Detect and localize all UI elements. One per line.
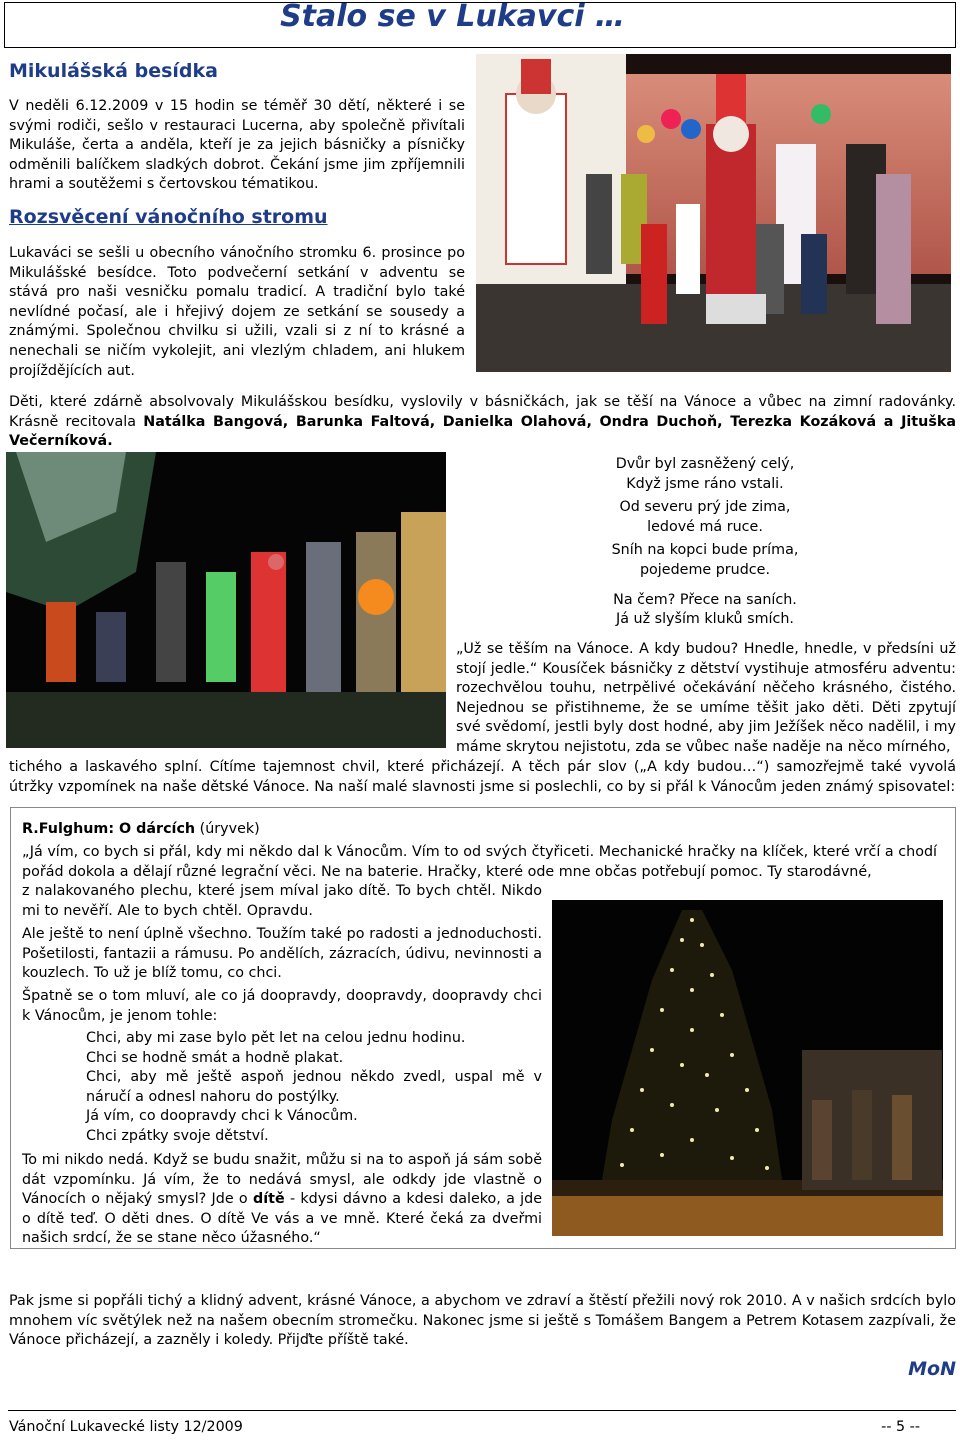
quote-author: R.Fulghum: O dárcích [22, 821, 196, 837]
page-header [4, 2, 956, 48]
advent-text-right: „Už se těším na Vánoce. A kdy budou? Hnedle, hnedle, v předsíni už stojí jedle.“ Kousíček básničky z dětství vystihuje atmosféru adventu: rozechvělou touhu, netrpělivé očekávání něčeho krásného, čistého. Nejednou se přistihneme, že se umíme těšit jako děti. Děti zpytují své svědomí, jestli byly dost hodné, aby jim Ježíšek něco nadělil, i my máme skrytou nejistotu, zda se vůbec naše naděje na něco mírného, [456, 641, 956, 755]
quote-paragraph-3: Špatně se o tom mluví, ale co já doopravdy, doopravdy, doopravdy chci k Vánocům, je jenom tohle: [22, 988, 542, 1024]
recitation-intro: Děti, které zdárně absolvovaly Mikulášskou besídku, vyslovily v básničkách, jak se těší na Vánoce a vůbec na zimní radovánky. Krásně recitovala [9, 394, 956, 430]
quote-suffix: (úryvek) [195, 821, 260, 837]
poem [590, 455, 820, 630]
footer-divider [8, 1410, 956, 1411]
quote-paragraph-1b: z nalakovaného plechu, které jsem míval jako dítě. To bych chtěl. Nikdo mi to nevěří. Ale to bych chtěl. Opravdu. [22, 883, 542, 919]
wish-line: Chci se hodně smát a hodně plakat. [86, 1049, 344, 1066]
page-title: Stalo se v Lukavci … [280, 0, 625, 34]
wish-line: Chci, aby mi zase bylo pět let na celou jednu hodinu. [86, 1030, 466, 1046]
quote-p4-start: To mi nikdo nedá. Když se budu snažit, můžu si na to aspoň já sám sobě dát vzpomínku. Já vím, že to nedává smysl, ale odkdy jde vlastně o Vánocích o nějaký smysl? Jde o [22, 1152, 542, 1208]
quote-wishes [86, 1029, 542, 1147]
recitation-paragraph [9, 393, 956, 452]
quote-paragraph-2: Ale ještě to není úplně všechno. Toužím také po radosti a jednoduchosti. Pošetilosti, fantazii a rámusu. Po andělích, zázracích, údivu, nevinnosti a kouzlech. To už je blíž tomu, co chci. [22, 926, 542, 982]
section-text-mikulas: V neděli 6.12.2009 v 15 hodin se téměř 30 dětí, některé i se svými rodiči, sešlo v restauraci Lucerna, aby společně přivítali Mikuláše, čerta a anděla, kteří je za jejich básničky a písničky odměnili balíčkem sladkých dobrot. Čekání jsme jim zpříjemnili hrami a soutěžemi s čertovskou tématikou. [9, 98, 465, 193]
photo-mikulas-party [476, 54, 951, 372]
wish-line: Chci zpátky svoje dětství. [86, 1127, 269, 1144]
wish-line: Chci, aby mě ještě aspoň jednou někdo zvedl, uspal mě v náručí a odnesl nahoru do postýlky. [86, 1069, 542, 1105]
quote-paragraph-4 [22, 1151, 542, 1249]
quote-p4-end: - kdysi dávno a kdesi daleko, a jde o dítě teď. O děti dnes. O dítě Ve vás a ve mně. Které čeká za dveřmi našich srdcí, že se stane něco úžasného.“ [22, 1191, 543, 1247]
poem-line: Když jsme ráno vstali. [626, 475, 784, 492]
signature: MoN [908, 1358, 956, 1380]
footer-left: Vánoční Lukavecké listy 12/2009 [9, 1419, 243, 1435]
poem-line: Sníh na kopci bude príma, [611, 542, 799, 559]
closing-paragraph: Pak jsme si popřáli tichý a klidný advent, krásné Vánoce, a abychom ve zdraví a štěstí přežili nový rok 2010. A v našich srdcích bylo mnohem víc světýlek než na našem obecním stromečku. Nakonec jsme si ještě s Tomášem Bangem a Petrem Kotasem zazpívali, že Vánoce přicházejí, a zazněly i koledy. Přijďte příště také. [9, 1293, 956, 1349]
poem-line: Já už slyším kluků smích. [616, 611, 794, 628]
footer-page-number: -- 5 -- [881, 1419, 920, 1435]
poem-line: Dvůr byl zasněžený celý, [615, 456, 795, 472]
section-heading-tree: Rozsvěcení vánočního stromu [9, 206, 328, 228]
quote-p4-bold: dítě [252, 1191, 285, 1208]
poem-line: ledové má ruce. [647, 518, 763, 535]
section-text-tree: Lukaváci se sešli u obecního vánočního stromku 6. prosince po Mikulášské besídce. Toto podvečerní setkání v adventu se stává pro naši vesničku pomalu tradicí. A tradiční bylo také nevlídné počasí, ale i hřejivý dojem ze setkání se sousedy a známými. Společnou chvilku si užili, vzali si z ní to krásné a nenechali se ničím vykolejit, ani vlezlým chladem, ani hlukem projíždějících aut. [9, 245, 465, 379]
advent-text-full: tichého a laskavého splní. Cítíme tajemnost chvil, které přicházejí. A těch pár slov („A kdy budou…“) samozřejmě také vyvolá útržky vzpomínek na naše dětské Vánoce. Na naší malé slavnosti jsme si poslechli, co by si přál k Vánocům jeden známý spisovatel: [9, 759, 956, 795]
poem-line: Od severu prý jde zima, [619, 499, 791, 516]
wish-line: Já vím, co doopravdy chci k Vánocům. [86, 1108, 358, 1125]
poem-line: Na čem? Přece na saních. [613, 591, 797, 608]
poem-line: pojedeme prudce. [639, 561, 771, 578]
quote-title [22, 820, 942, 840]
recitation-names: Natálka Bangová, Barunka Faltová, Danielka Olahová, Ondra Duchoň, Terezka Kozáková a Jituška Večerníková. [9, 413, 956, 450]
quote-paragraph-1: „Já vím, co bych si přál, kdy mi někdo dal k Vánocům. Vím to od svých čtyřiceti. Mechanické hračky na klíček, které vrčí a chodí pořád dokola a dělají různé legrační věci. Ne na baterie. Hračky, které ode mne občas potřebují pomoc. Ty starodávné, [22, 844, 937, 880]
photo-lit-tree [552, 900, 943, 1236]
photo-tree-gathering [6, 452, 446, 748]
section-heading-mikulas: Mikulášská besídka [9, 60, 218, 82]
